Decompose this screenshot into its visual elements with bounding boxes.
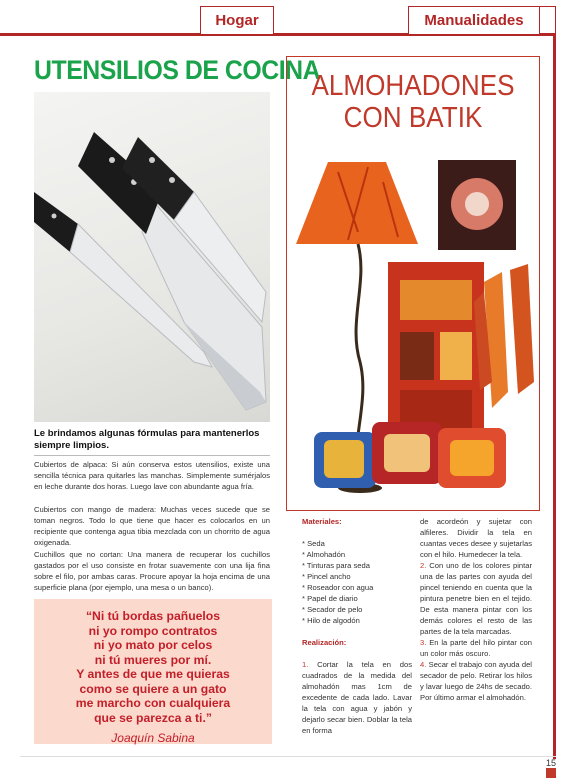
quote-author: Joaquín Sabina bbox=[111, 731, 195, 745]
section-tab-label: Manualidades bbox=[424, 12, 524, 29]
materials-item: * Pincel ancho bbox=[302, 572, 351, 581]
quote-line: como se quiere a un gato bbox=[79, 681, 227, 696]
step-text: Cortar la tela en dos cuadrados de la medida del almohadón mas 1cm de excedente de cada lado. Lavar la tela con agua y jabón y dejarlo secar bien. Doblar la tela en forma bbox=[302, 660, 412, 735]
materials-heading: Materiales: bbox=[302, 517, 342, 526]
title-line: CON BATIK bbox=[343, 102, 483, 134]
procedure-heading: Realización: bbox=[302, 638, 347, 647]
step-3 bbox=[420, 637, 532, 659]
quote-line: ni yo rompo contratos bbox=[88, 623, 218, 638]
knives-illustration bbox=[34, 92, 270, 422]
step-text: En la parte del hilo pintar con un color más oscuro. bbox=[420, 638, 532, 658]
paragraph-cuchillos: Cuchillos que no cortan: Una manera de recuperar los cuchillos gastados por el uso consiste en frotar suavemente con una lija fina sobre el filo, por ambas caras. Procure apoyar la hoja encima de una superficie plana (por ejemplo, una mesa o un banco). bbox=[34, 550, 270, 592]
procedure-column bbox=[420, 516, 532, 703]
paragraph-alpaca: Cubiertos de alpaca: Si aún conserva estos utensilios, existe una sencilla técnica para quitarles las manchas. Simplemente sumérjalos en leche durante dos horas. Luego lave con abundante agua fría. bbox=[34, 460, 270, 491]
section-tab-manualidades bbox=[408, 6, 540, 34]
quote-line: Y antes de que me quieras bbox=[76, 667, 230, 681]
materials-item: * Secador de pelo bbox=[302, 605, 363, 614]
quote-line: ni yo mato por celos bbox=[93, 638, 213, 652]
materials-item: * Tinturas para seda bbox=[302, 561, 370, 570]
step-text: Con uno de los colores pintar una de las partes con ayuda del pincel teniendo en cuenta que la pintura penetre bien en el tejido. De esta manera pintar con los demás colores el resto de las partes de la tela marcadas. bbox=[420, 561, 532, 636]
quote-line: que se parezca a ti.” bbox=[94, 710, 212, 725]
step-number: 3. bbox=[420, 638, 427, 647]
step-1-continuation: de acordeón y sujetar con alfileres. Dividir la tela en cuantas veces desee y sujetarlas con el hilo. Humedecer la tela. bbox=[420, 517, 532, 559]
paragraph-mango-madera: Cubiertos con mango de madera: Muchas veces sucede que se toman negros. Todo lo que tiene que hacer es colocarlos en un recipiente que contenga agua tibia mezclada con un chorrito de agua oxigenada. bbox=[34, 505, 270, 547]
step-number: 2. bbox=[420, 561, 427, 570]
article-intro: Le brindamos algunas fórmulas para mantenerlos siempre limpios. bbox=[34, 428, 260, 451]
materials-item: * Papel de diario bbox=[302, 594, 358, 603]
header-corner-box bbox=[540, 6, 556, 33]
materials-item: * Seda bbox=[302, 539, 325, 548]
quote-line: ni tú mueres por mí. bbox=[94, 652, 212, 667]
materials-item: * Almohadón bbox=[302, 550, 346, 559]
footer-rule bbox=[20, 756, 556, 757]
step-text: Secar el trabajo con ayuda del secador de pelo. Retirar los hilos y lavar luego de 24hs de secado. Por último armar el almohadón. bbox=[420, 660, 532, 702]
materials-item: * Hilo de algodón bbox=[302, 616, 360, 625]
article-title-utensilios: UTENSILIOS DE COCINA bbox=[34, 55, 321, 85]
section-tab-hogar bbox=[200, 6, 274, 34]
step-2 bbox=[420, 560, 532, 637]
intro-divider bbox=[34, 455, 270, 456]
step-4 bbox=[420, 659, 532, 703]
step-1 bbox=[302, 659, 412, 736]
batik-illustration bbox=[288, 152, 538, 508]
batik-products-photo bbox=[288, 152, 538, 508]
right-margin-rule bbox=[553, 33, 556, 759]
knives-photo bbox=[34, 92, 270, 422]
materials-column bbox=[302, 516, 412, 736]
section-tab-label: Hogar bbox=[215, 12, 259, 29]
page-number: 15 bbox=[545, 758, 556, 768]
quote-box bbox=[34, 599, 272, 744]
quote-line: “Ni tú bordas pañuelos bbox=[85, 609, 221, 623]
materials-item: * Roseador con agua bbox=[302, 583, 374, 592]
page-corner-mark bbox=[546, 768, 556, 778]
article-title-almohadones bbox=[299, 70, 528, 134]
step-number: 1. bbox=[302, 660, 309, 669]
step-number: 4. bbox=[420, 660, 427, 669]
quote-line: me marcho con cualquiera bbox=[75, 696, 231, 710]
title-line: ALMOHADONES bbox=[311, 70, 515, 102]
